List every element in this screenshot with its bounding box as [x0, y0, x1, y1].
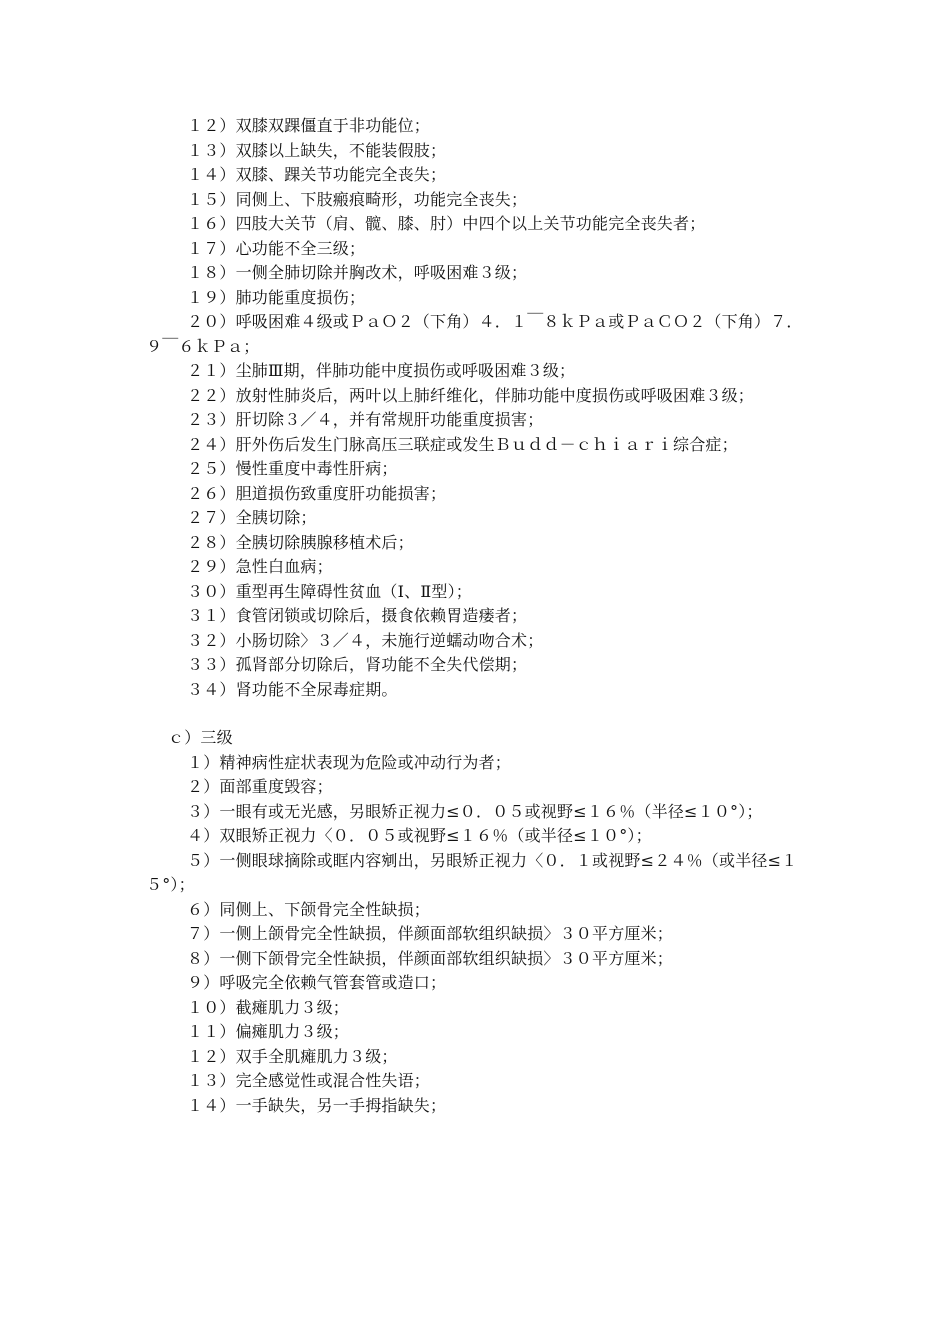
list-item: ２８）全胰切除胰腺移植术后；: [187, 532, 414, 552]
list-item: ６）同侧上、下颌骨完全性缺损；: [187, 899, 431, 919]
list-item: １３）双膝以上缺失，不能装假肢；: [187, 140, 447, 160]
list-item: ２９）急性白血病；: [187, 557, 333, 576]
list-item: １４）一手缺失，另一手拇指缺失；: [187, 1095, 447, 1115]
list-item: ２０）呼吸困难４级或ＰａＯ２（下角）４．１￣８ｋＰａ或ＰａＣＯ２（下角）７．９￣６ｋＰａ；: [146, 312, 803, 356]
list-item: １９）肺功能重度损伤；: [187, 287, 366, 307]
section-spacer: [146, 702, 814, 726]
list-item: ２６）胆道损伤致重度肝功能损害；: [187, 483, 447, 503]
list-item: １８）一侧全肺切除并胸改术，呼吸困难３级；: [187, 263, 528, 282]
list-item: ８）一侧下颌骨完全性缺损，伴颜面部软组织缺损〉３０平方厘米；: [187, 948, 674, 968]
list-item: １３）完全感觉性或混合性失语；: [187, 1071, 431, 1090]
list-item: ５）一侧眼球摘除或眶内容剜出，另眼矫正视力〈０．１或视野≤２４％（或半径≤１５°）；: [146, 850, 798, 894]
section-heading: ｃ）三级: [168, 728, 233, 747]
list-item: ３３）孤肾部分切除后，肾功能不全失代偿期；: [187, 655, 528, 674]
list-item: ３０）重型再生障碍性贫血（Ⅰ、Ⅱ型）；: [187, 581, 472, 601]
list-item: １７）心功能不全三级；: [187, 238, 366, 258]
list-item: ２１）尘肺Ⅲ期，伴肺功能中度损伤或呼吸困难３级；: [187, 361, 576, 380]
list-item: １１）偏瘫肌力３级；: [187, 1022, 350, 1041]
list-item: １４）双膝、踝关节功能完全丧失；: [187, 165, 447, 184]
list-item: ３１）食管闭锁或切除后，摄食依赖胃造瘘者；: [187, 606, 528, 625]
list-item: ２）面部重度毁容；: [187, 777, 333, 796]
list-item: ９）呼吸完全依赖气管套管或造口；: [187, 973, 447, 992]
list-item: １２）双手全肌瘫肌力３级；: [187, 1046, 398, 1066]
list-item: ２４）肝外伤后发生门脉高压三联症或发生Ｂｕｄｄ－ｃｈｉａｒｉ综合症；: [187, 434, 738, 454]
list-item: ２２）放射性肺炎后，两叶以上肺纤维化，伴肺功能中度损伤或呼吸困难３级；: [187, 385, 755, 405]
list-item: ４）双眼矫正视力〈０．０５或视野≤１６％（或半径≤１０°）；: [187, 826, 652, 845]
list-item: ３４）肾功能不全尿毒症期。: [187, 679, 398, 699]
list-item: １０）截瘫肌力３级；: [187, 997, 350, 1017]
list-item: ２７）全胰切除；: [187, 508, 317, 527]
list-item: １２）双膝双踝僵直于非功能位；: [187, 116, 431, 135]
list-item: １）精神病性症状表现为危险或冲动行为者；: [187, 752, 512, 772]
list-item: ３２）小肠切除〉３／４，未施行逆蠕动吻合术；: [187, 630, 544, 650]
list-item: １６）四肢大关节（肩、髋、膝、肘）中四个以上关节功能完全丧失者；: [187, 214, 706, 233]
list-item: ３）一眼有或无光感，另眼矫正视力≤０．０５或视野≤１６％（半径≤１０°）；: [187, 801, 763, 821]
list-item: ２５）慢性重度中毒性肝病；: [187, 459, 398, 478]
document-body: [146, 114, 814, 1118]
list-item: １５）同侧上、下肢瘢痕畸形，功能完全丧失；: [187, 189, 528, 209]
list-item: ２３）肝切除３／４，并有常规肝功能重度损害；: [187, 410, 544, 429]
list-item: ７）一侧上颌骨完全性缺损，伴颜面部软组织缺损〉３０平方厘米；: [187, 924, 674, 943]
